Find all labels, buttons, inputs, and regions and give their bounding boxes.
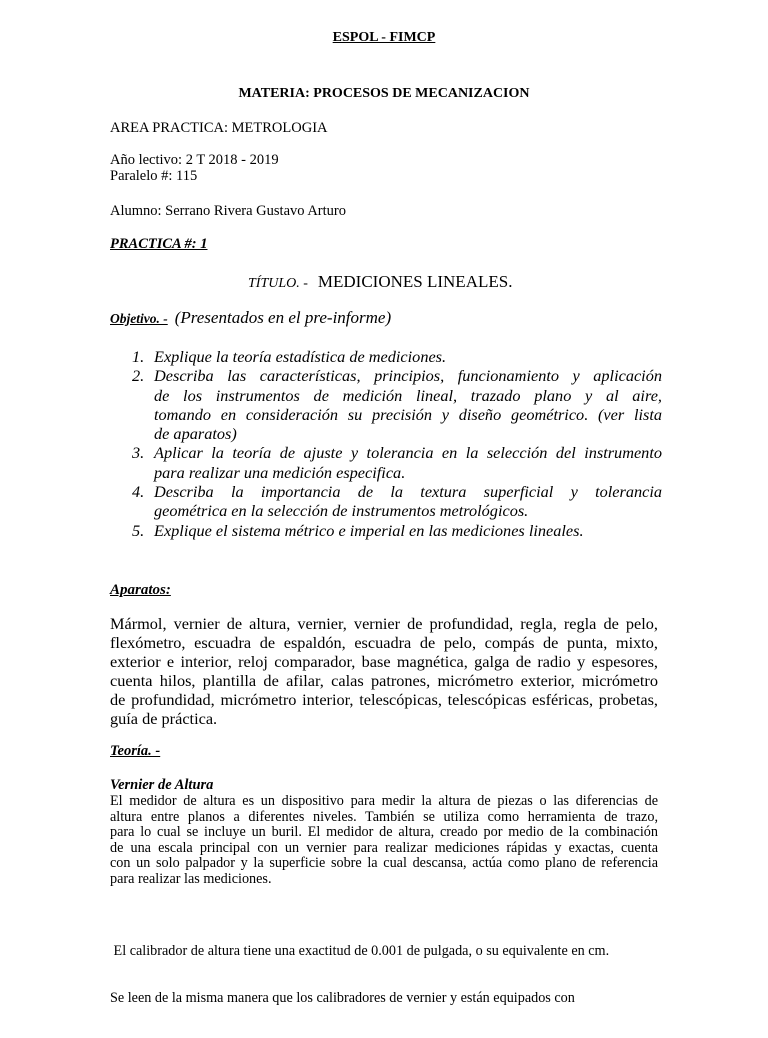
objective-line: de los instrumentos de medición lineal, trazado plano y al aire, [154, 385, 662, 405]
objective-line: Describa las características, principios, funcionamiento y aplicación [154, 366, 662, 386]
objective-number: 1. [132, 347, 145, 366]
objective-item [110, 521, 662, 540]
teoria-line: altura entre planos a diferentes niveles. También se utiliza como herramienta de trazo, [110, 808, 658, 825]
paralelo-line: Paralelo #: 115 [110, 168, 198, 184]
area-line: AREA PRACTICA: METROLOGIA [110, 120, 328, 136]
teoria-line: El calibrador de altura tiene una exactitud de 0.001 de pulgada, o su equivalente en cm. [110, 943, 610, 960]
practice-number: PRACTICA #: 1 [110, 236, 208, 252]
objective-line: de aparatos) [154, 424, 237, 444]
teoria-line: El medidor de altura es un dispositivo para medir la altura de piezas o las diferencias de [110, 793, 658, 809]
subject-heading: MATERIA: PROCESOS DE MECANIZACION [238, 86, 530, 101]
year-line: Año lectivo: 2 T 2018 - 2019 [110, 152, 279, 168]
teoria-line: con un solo palpador y la superficie sobre la cual descansa, actúa como plano de referencia [110, 855, 658, 872]
objective-item [110, 482, 662, 521]
teoria-line: de una escala principal con un vernier para realizar mediciones rápidas y exactas, cuenta [110, 839, 658, 856]
teoria-line: para realizar las mediciones. [110, 870, 272, 887]
objective-note: (Presentados en el pre-informe) [174, 308, 392, 327]
teoria-line: para lo cual se incluye un buril. El medidor de altura, creado por medio de la combinación [110, 824, 658, 841]
teoria-subheading: Vernier de Altura [110, 777, 214, 793]
objective-header [110, 308, 391, 328]
objective-label: Objetivo. - [110, 311, 168, 326]
objectives-list [110, 347, 662, 540]
objective-line: Describa la importancia de la textura superficial y tolerancia [154, 482, 662, 502]
objective-item [110, 366, 662, 443]
teoria-heading: Teoría. - [110, 743, 161, 759]
objective-number: 2. [132, 366, 145, 386]
objective-line: geométrica en la selección de instrumentos metrológicos. [154, 501, 529, 521]
objective-item [110, 443, 662, 482]
title-label: TÍTULO. - [248, 276, 308, 291]
institution-heading: ESPOL - FIMCP [332, 30, 436, 45]
objective-number: 4. [132, 482, 145, 502]
aparatos-line: cuenta hilos, plantilla de afilar, calas patrones, micrómetro exterior, micrómetro [110, 670, 658, 690]
student-line: Alumno: Serrano Rivera Gustavo Arturo [110, 203, 346, 219]
teoria-line: Se leen de la misma manera que los calibradores de vernier y están equipados con [110, 989, 575, 1006]
aparatos-line: de profundidad, micrómetro interior, telescópicas, telescópicas esféricas, probetas, [110, 689, 658, 709]
objective-line: Explique la teoría estadística de mediciones. [154, 347, 447, 366]
aparatos-line: exterior e interior, reloj comparador, base magnética, galga de radio y espesores, [110, 651, 658, 671]
aparatos-heading: Aparatos: [110, 582, 171, 598]
objective-line: Explique el sistema métrico e imperial en las mediciones lineales. [154, 520, 584, 540]
objective-number: 5. [132, 520, 145, 540]
teoria-paragraph-1 [110, 794, 658, 888]
objective-line: tomando en consideración su precisión y diseño geométrico. (ver lista [154, 404, 662, 424]
objective-line: Aplicar la teoría de ajuste y tolerancia en la selección del instrumento [154, 443, 662, 463]
objective-number: 3. [132, 443, 145, 463]
teoria-paragraph-2 [110, 913, 658, 1038]
practice-title [248, 272, 512, 292]
aparatos-line: Mármol, vernier de altura, vernier, vernier de profundidad, regla, regla de pelo, [110, 614, 658, 633]
objective-line: para realizar una medición especifica. [154, 462, 406, 482]
aparatos-line: guía de práctica. [110, 708, 218, 728]
aparatos-line: flexómetro, escuadra de espaldón, escuadra de pelo, compás de punta, mixto, [110, 632, 658, 652]
title-value: MEDICIONES LINEALES. [317, 272, 513, 291]
aparatos-paragraph [110, 615, 658, 728]
objective-item [110, 347, 662, 366]
